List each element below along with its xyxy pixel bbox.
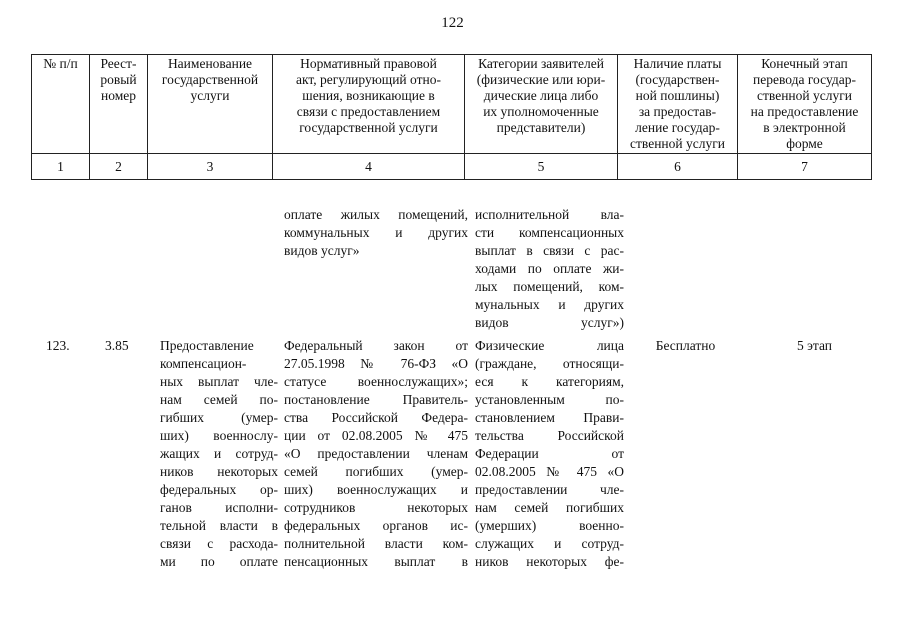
header-line: Нормативный правовой [300, 56, 437, 71]
row-number: 123. [46, 338, 70, 353]
legal-act [284, 337, 468, 571]
header-line: представители) [496, 120, 586, 135]
text-line: еся к категориям, [475, 374, 624, 389]
register-table [31, 54, 872, 180]
text-line: Федерации от [475, 446, 624, 461]
text-line: 27.05.1998 № 76-ФЗ «О [284, 356, 468, 371]
header-line: услуги [190, 88, 230, 103]
page-number: 122 [441, 15, 464, 31]
column-number: 5 [465, 154, 618, 180]
header-line: Категории заявителей [478, 56, 604, 71]
header-line: связи с предоставлением [296, 104, 441, 119]
text-line: федеральных ор- [160, 482, 278, 497]
text-line: Федеральный закон от [284, 338, 468, 353]
text-line: ганов исполни- [160, 500, 278, 515]
text-line: Физические лица [475, 338, 624, 353]
text-line: сотрудников некоторых [284, 500, 468, 515]
header-line: (физические или юри- [476, 72, 606, 87]
column-number: 6 [618, 154, 738, 180]
text-line: ства Российской Федера- [284, 410, 468, 425]
header-line: Наименование [167, 56, 253, 71]
text-line: становлением Прави- [475, 410, 624, 425]
registry-number: 3.85 [105, 338, 129, 353]
column-number: 7 [738, 154, 872, 180]
header-line: ственной услуги [757, 88, 852, 103]
text-line: нам семей по- [160, 392, 278, 407]
text-line: мунальных и других [475, 297, 624, 312]
text-line: оплате жилых помещений, [284, 207, 468, 222]
header-row [32, 55, 872, 154]
header-line: форме [786, 136, 823, 151]
text-line: предоставлении чле- [475, 482, 624, 497]
text-line: лых помещений, ком- [475, 279, 624, 294]
header-cell [148, 55, 273, 154]
text-line: установленным по- [475, 392, 624, 407]
text-line: 02.08.2005 № 475 «О [475, 464, 624, 479]
header-line: № п/п [43, 56, 78, 71]
header-line: ление государ- [635, 120, 720, 135]
text-line: компенсацион- [160, 356, 247, 371]
header-cell [32, 55, 90, 154]
text-line: семей погибших (умер- [284, 464, 468, 479]
text-line: гибших (умер- [160, 410, 278, 425]
header-line: Реест- [100, 56, 137, 71]
header-line: Наличие платы [633, 56, 722, 71]
applicants [475, 337, 624, 571]
header-line: за предостав- [638, 104, 717, 119]
text-line: выплат в связи с рас- [475, 243, 624, 258]
continuation-legal-act [284, 206, 468, 260]
text-line: ми по оплате [160, 554, 278, 569]
text-line: «О предоставлении членам [284, 446, 468, 461]
column-number: 4 [273, 154, 465, 180]
header-line: (государствен- [635, 72, 720, 87]
text-line: ников некоторых [160, 464, 278, 479]
text-line: служащих и сотруд- [475, 536, 624, 551]
text-line: статусе военнослужащих»; [284, 374, 468, 389]
text-line: пенсационных выплат в [284, 554, 468, 569]
header-line: на предоставление [750, 104, 859, 119]
text-line: тельной власти в [160, 518, 278, 533]
text-line: ходами по оплате жи- [475, 261, 624, 276]
header-line: ной пошлины) [635, 88, 720, 103]
column-number: 3 [148, 154, 273, 180]
text-line: коммунальных и других [284, 225, 468, 240]
header-line: шения, возникающие в [302, 88, 435, 103]
text-line: ных выплат чле- [160, 374, 278, 389]
header-line: ственной услуги [630, 136, 725, 151]
text-line: полнительной власти ком- [284, 536, 468, 551]
text-line: ции от 02.08.2005 № 475 [284, 428, 468, 443]
text-line: нам семей погибших [475, 500, 624, 515]
header-cell [618, 55, 738, 154]
text-line: тельства Российской [475, 428, 624, 443]
header-line: государственной [161, 72, 259, 87]
column-number-row [32, 154, 872, 180]
continuation-applicants [475, 206, 624, 332]
text-line: ников некоторых фе- [475, 554, 624, 569]
header-cell [90, 55, 148, 154]
text-line: Предоставление [160, 338, 254, 353]
text-line: ших) военнослу- [160, 428, 278, 443]
header-line: в электронной [763, 120, 846, 135]
header-line: ровый [100, 72, 137, 87]
stage: 5 этап [796, 338, 833, 353]
header-line: номер [100, 88, 136, 103]
text-line: федеральных органов ис- [284, 518, 468, 533]
text-line: исполнительной вла- [475, 207, 624, 222]
fee: Бесплатно [655, 338, 716, 353]
header-line: государственной услуги [299, 120, 438, 135]
text-line: ших) военнослужащих и [284, 482, 468, 497]
header-cell [738, 55, 872, 154]
header-cell [465, 55, 618, 154]
header-line: их уполномоченные [483, 104, 599, 119]
text-line: (умерших) военно- [475, 518, 624, 533]
text-line: сти компенсационных [475, 225, 624, 240]
header-line: дические лица либо [483, 88, 599, 103]
column-number: 2 [90, 154, 148, 180]
column-number: 1 [32, 154, 90, 180]
header-line: перевода государ- [753, 72, 856, 87]
text-line: видов услуг» [284, 243, 360, 258]
text-line: видов услуг») [475, 315, 624, 330]
text-line: (граждане, относящи- [475, 356, 624, 371]
header-line: акт, регулирующий отно- [296, 72, 441, 87]
header-line: Конечный этап [761, 56, 848, 71]
header-cell [273, 55, 465, 154]
text-line: постановление Правитель- [284, 392, 468, 407]
service-name [160, 337, 278, 571]
text-line: жащих и сотруд- [160, 446, 278, 461]
text-line: связи с расхода- [160, 536, 278, 551]
